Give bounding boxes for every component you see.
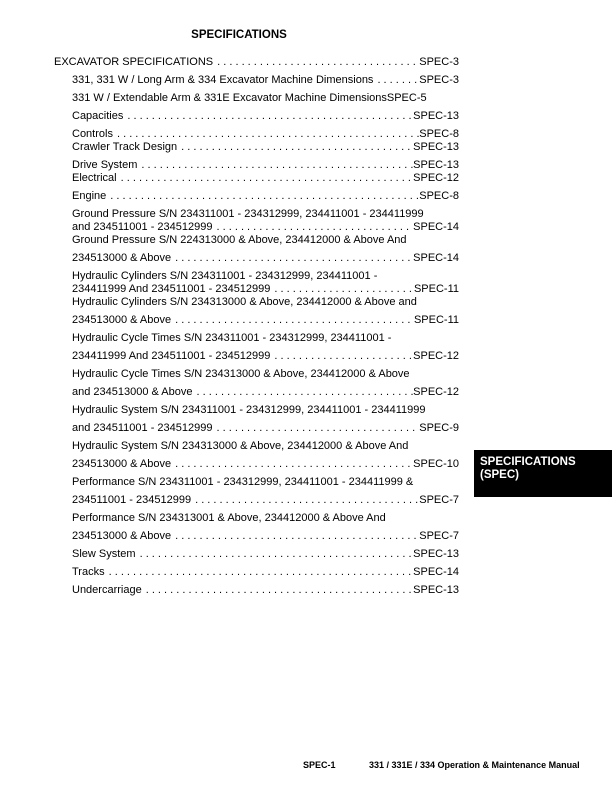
toc-page: SPEC-13 — [413, 110, 459, 122]
toc-entry-hydraulic-system-a[interactable] — [54, 404, 459, 435]
section-tab-code: (SPEC) — [480, 469, 519, 481]
toc-label: 234513000 & Above — [72, 458, 172, 470]
leader-dots — [105, 566, 414, 579]
toc-label: and 234513000 & Above — [72, 386, 193, 398]
toc-page: SPEC-11 — [413, 283, 459, 295]
footer-manual-title: 331 / 331E / 334 Operation & Maintenance Manual — [369, 760, 580, 770]
leader-dots — [213, 221, 414, 234]
toc-label-line: Hydraulic Cylinders S/N 234311001 - 234312999, 234411001 - — [72, 270, 378, 282]
toc-label: 234513000 & Above — [72, 530, 172, 542]
leader-dots — [117, 172, 414, 185]
toc-entry-ground-pressure-a[interactable] — [54, 208, 459, 234]
toc-entry-drive-system[interactable] — [54, 159, 459, 172]
toc-page: SPEC-10 — [413, 458, 459, 470]
toc-page: SPEC-7 — [419, 494, 459, 506]
toc-label: Capacities — [72, 110, 124, 122]
leader-dots — [142, 584, 413, 597]
toc-entry-excavator-specifications[interactable] — [54, 56, 459, 69]
toc-entry-capacities[interactable] — [54, 110, 459, 123]
toc-page: SPEC-13 — [413, 548, 459, 560]
toc-entry-performance-a[interactable] — [54, 476, 459, 507]
leader-dots — [137, 159, 413, 172]
toc-entry-tracks[interactable] — [54, 566, 459, 579]
toc-page: SPEC-14 — [413, 221, 459, 233]
toc-entry-performance-b[interactable] — [54, 512, 459, 543]
toc-page: SPEC-12 — [413, 386, 459, 398]
toc-entry-ground-pressure-b[interactable] — [54, 234, 459, 265]
toc-page: SPEC-13 — [413, 584, 459, 596]
toc-label: Slew System — [72, 548, 136, 560]
leader-dots — [270, 350, 413, 363]
toc-entry-electrical[interactable] — [54, 172, 459, 185]
leader-dots — [213, 56, 419, 69]
toc-label: EXCAVATOR SPECIFICATIONS — [54, 56, 214, 68]
leader-dots — [270, 283, 414, 296]
toc-page: SPEC-9 — [419, 422, 459, 434]
page-title: SPECIFICATIONS — [191, 29, 287, 41]
toc-label-line: Performance S/N 234311001 - 234312999, 234411001 - 234411999 & — [72, 476, 414, 488]
toc-page: SPEC-12 — [413, 172, 459, 184]
toc-page: SPEC-13 — [413, 159, 459, 171]
toc-label: Engine — [72, 190, 107, 202]
toc-label-line: Hydraulic System S/N 234311001 - 234312999, 234411001 - 234411999 — [72, 404, 426, 416]
toc-label: 331 W / Extendable Arm & 331E Excavator Machine Dimensions — [72, 92, 387, 104]
toc-label-line: Performance S/N 234313001 & Above, 234412000 & Above And — [72, 512, 386, 524]
toc-label: 331, 331 W / Long Arm & 334 Excavator Machine Dimensions — [72, 74, 374, 86]
footer-page-number: SPEC-1 — [303, 760, 336, 770]
toc-page: SPEC-13 — [413, 141, 459, 153]
section-tab-title: SPECIFICATIONS — [480, 456, 576, 468]
toc-label: and 234511001 - 234512999 — [72, 221, 213, 233]
toc-label: Crawler Track Design — [72, 141, 178, 153]
leader-dots — [177, 141, 413, 154]
table-of-contents — [54, 56, 459, 602]
leader-dots — [373, 74, 419, 87]
toc-page: SPEC-8 — [419, 128, 459, 140]
leader-dots — [171, 458, 413, 471]
toc-label-line: Ground Pressure S/N 224313000 & Above, 234412000 & Above And — [72, 234, 407, 246]
toc-entry-controls[interactable] — [54, 128, 459, 141]
toc-entry-engine[interactable] — [54, 190, 459, 203]
leader-dots — [123, 110, 413, 123]
toc-label-line: Ground Pressure S/N 234311001 - 234312999, 234411001 - 234411999 — [72, 208, 424, 220]
toc-page: SPEC-14 — [413, 566, 459, 578]
toc-entry-slew-system[interactable] — [54, 548, 459, 561]
toc-page: SPEC-7 — [419, 530, 459, 542]
toc-entry-crawler-track-design[interactable] — [54, 141, 459, 154]
toc-label-line: Hydraulic System S/N 234313000 & Above, 234412000 & Above And — [72, 440, 409, 452]
toc-page: SPEC-12 — [413, 350, 459, 362]
section-tab[interactable] — [474, 450, 612, 497]
leader-dots — [113, 128, 419, 141]
toc-page: SPEC-11 — [413, 314, 459, 326]
leader-dots — [136, 548, 414, 561]
toc-page: SPEC-3 — [419, 74, 459, 86]
toc-label: Controls — [72, 128, 113, 140]
toc-label-line: Hydraulic Cylinders S/N 234313000 & Above, 234412000 & Above and — [72, 296, 417, 308]
toc-label-line: Hydraulic Cycle Times S/N 234311001 - 234312999, 234411001 - — [72, 332, 392, 344]
leader-dots — [213, 422, 420, 435]
leader-dots — [191, 494, 419, 507]
toc-label: Drive System — [72, 159, 138, 171]
toc-entry-hydraulic-cylinders-a[interactable] — [54, 270, 459, 296]
toc-label-line: Hydraulic Cycle Times S/N 234313000 & Above, 234412000 & Above — [72, 368, 410, 380]
toc-page: SPEC-8 — [419, 190, 459, 202]
toc-label: Tracks — [72, 566, 105, 578]
toc-page: SPEC-3 — [419, 56, 459, 68]
toc-label: 234411999 And 234511001 - 234512999 — [72, 283, 271, 295]
toc-entry-hydraulic-cycle-times-b[interactable] — [54, 368, 459, 399]
toc-entry-hydraulic-cylinders-b[interactable] — [54, 296, 459, 327]
leader-dots — [171, 530, 419, 543]
toc-label: Electrical — [72, 172, 117, 184]
toc-entry-hydraulic-system-b[interactable] — [54, 440, 459, 471]
toc-label: 234513000 & Above — [72, 314, 172, 326]
toc-label: 234411999 And 234511001 - 234512999 — [72, 350, 271, 362]
toc-page: SPEC-14 — [413, 252, 459, 264]
toc-entry-hydraulic-cycle-times-a[interactable] — [54, 332, 459, 363]
leader-dots — [106, 190, 419, 203]
leader-dots — [193, 386, 414, 399]
toc-entry-dimensions-extendable-arm[interactable] — [54, 92, 459, 105]
leader-dots — [171, 314, 414, 327]
leader-dots — [171, 252, 413, 265]
toc-page: SPEC-5 — [386, 92, 427, 104]
toc-entry-undercarriage[interactable] — [54, 584, 459, 597]
toc-entry-dimensions-long-arm[interactable] — [54, 74, 459, 87]
toc-label: Undercarriage — [72, 584, 142, 596]
toc-label: 234513000 & Above — [72, 252, 172, 264]
toc-label: 234511001 - 234512999 — [72, 494, 192, 506]
toc-label: and 234511001 - 234512999 — [72, 422, 213, 434]
